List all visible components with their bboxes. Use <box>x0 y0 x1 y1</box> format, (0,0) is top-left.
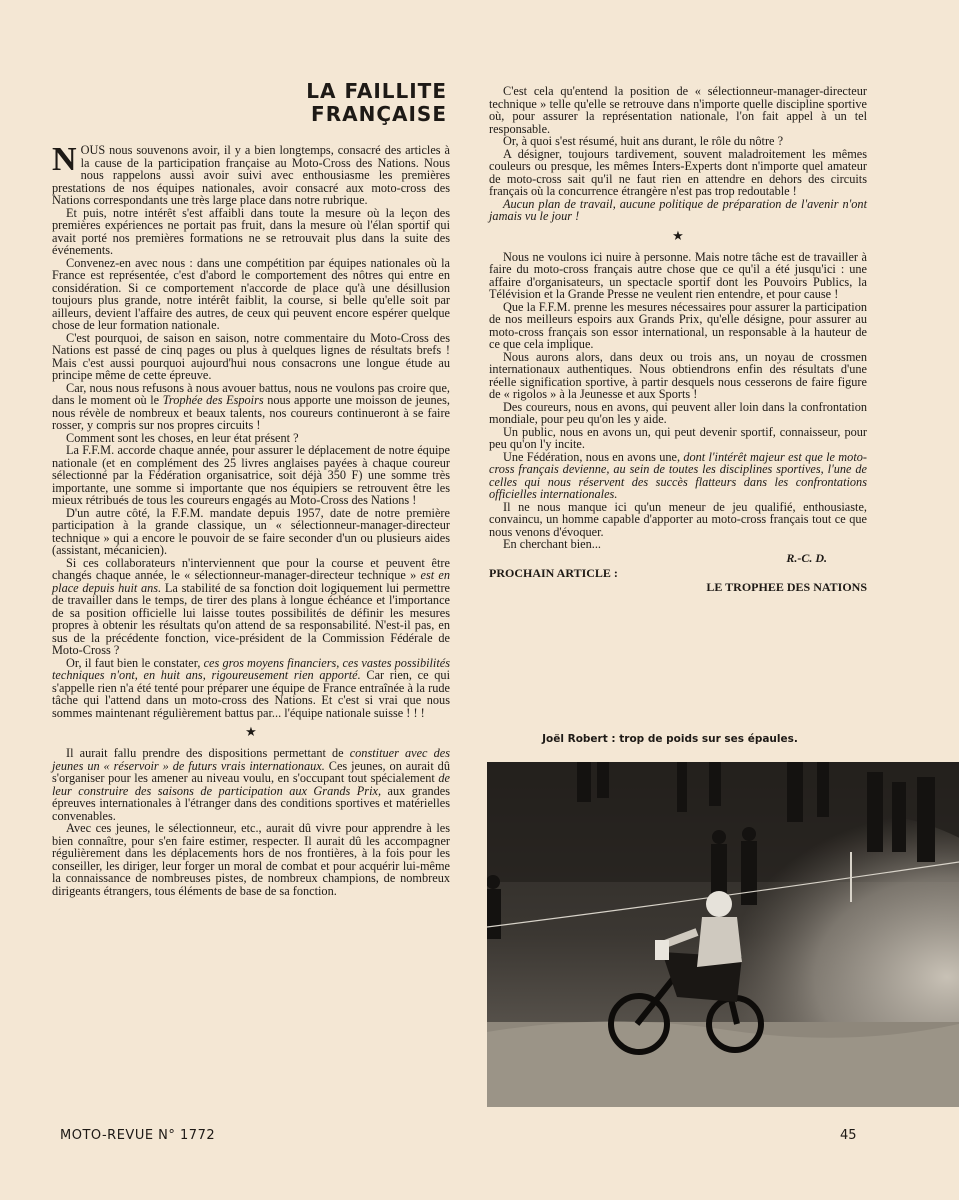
paragraph: Aucun plan de travail, aucune politique de préparation de l'avenir n'ont jamais vu le jour ! <box>489 196 867 223</box>
next-article-label: PROCHAIN ARTICLE : <box>489 565 618 580</box>
paragraph: Comment sont les choses, en leur état présent ? <box>66 430 299 445</box>
title-line-1: LA FAILLITE <box>306 79 447 103</box>
magazine-issue: MOTO-REVUE N° 1772 <box>60 1128 216 1143</box>
paragraph: A désigner, toujours tardivement, souvent maladroitement les mêmes couleurs ou presque, les mêmes Inters-Experts dont n'importe quel amateur de moto-cross sait qu'il ne faut rien en attendre en dehors des circuits français où la concurrence étrangère n'est pas trop redoutable ! <box>489 146 867 198</box>
section-star: ★ <box>672 227 684 243</box>
author-signature: R.-C. D. <box>786 550 827 565</box>
paragraph: Il ne nous manque ici qu'un meneur de jeu qualifié, enthousiaste, convaincu, un homme capable d'apporter au moto-cross français tout ce que nous venons d'évoquer. <box>489 499 867 539</box>
section-star: ★ <box>245 724 257 739</box>
paragraph: Et puis, notre intérêt s'est affaibli dans toute la mesure où la leçon des premières expériences ne portait pas fruit, dans la mesure où l'élan sportif qui avait porté nos premières formations ne se retrouvait plus dans la suite des événements. <box>52 205 450 257</box>
paragraph: C'est pourquoi, de saison en saison, notre commentaire du Moto-Cross des Nations est passé de cinq pages ou plus à quelques lignes de résultats brefs ! Mais c'est aussi pourquoi aujourd'hui nous consacrons une longue étude au principe même de cette épreuve. <box>52 330 450 382</box>
page-number: 45 <box>840 1128 857 1143</box>
paragraph: La F.F.M. accorde chaque année, pour assurer le déplacement de notre équipe nationale (et en complément des 25 livres anglaises payées à chaque coureur sélectionné par la Fédération organisatrice, soit déjà 350 F) une somme très importante, une somme si importante que nos équipiers se retrouvent être les mieux rétribués de tous les coureurs engagés au Moto-Cross des Nations ! <box>52 443 450 507</box>
paragraph: C'est cela qu'entend la position de « sélectionneur-manager-directeur technique » telle qu'elle se retrouve dans n'importe quelle discipline sportive où, pour assurer la représentation nationale, l'on fait appel à un tel responsable. <box>489 84 867 136</box>
paragraph: Or, à quoi s'est résumé, huit ans durant, le rôle du nôtre ? <box>503 134 784 148</box>
next-article <box>489 566 867 594</box>
paragraph: Un public, nous en avons un, qui peut devenir sportif, connaisseur, pour peu qu'on l'y incite. <box>489 424 867 451</box>
paragraph: D'un autre côté, la F.F.M. mandate depuis 1957, date de notre première participation à la grande classique, un « sélectionneur-manager-directeur technique » qui a encore le pouvoir de se faire seconder d'un ou plusieurs aides (assistant, mécanicien). <box>52 505 450 557</box>
paragraph: En cherchant bien... <box>503 537 601 551</box>
paragraph: Une Fédération, nous en avons une, dont l'intérêt majeur est que le moto-cross français devienne, au sein de toutes les disciplines sportives, l'une de celles qui nous réservent des succès flatteurs dans les confrontations officielles internationales. <box>489 449 867 501</box>
paragraph: NOUS nous souvenons avoir, il y a bien longtemps, consacré des articles à la cause de la participation française au Moto-Cross des Nations. Nous nous rappelons aussi avoir suivi avec enthousiasme les premières prestations de nos équipes nationales, avoir consacré aux moto-cross des Nations correspondants une très large place dans notre rubrique. <box>52 141 450 207</box>
paragraph: Des coureurs, nous en avons, qui peuvent aller loin dans la confrontation mondiale, pour peu qu'on les y aide. <box>489 399 867 426</box>
right-column <box>489 85 867 594</box>
drop-cap: N <box>52 141 77 178</box>
title-line-2: FRANÇAISE <box>311 102 447 126</box>
paragraph: Convenez-en avec nous : dans une compétition par équipes nationales où la France est représentée, c'est d'abord le comportement des nôtres qui entre en considération. Si ce comportement n'accorde de place qu'à une désillusion toujours plus grande, notre intérêt faiblit, la course, si belle qu'elle soit par ailleurs, devient l'affaire des autres, de ceux qui peuvent encore espérer quelque chose de leur formation nationale. <box>52 255 450 332</box>
article-title <box>275 80 447 126</box>
paragraph: Il aurait fallu prendre des dispositions permettant de constituer avec des jeunes un « réservoir » de futurs vrais internationaux. Ces jeunes, on aurait dû s'organiser pour les amener au niveau voulu, en s'occupant tout spécialement de leur construire des saisons de participation aux Grands Prix, aux grandes épreuves internationales à l'étranger dans des conditions sportives et matérielles convenables. <box>52 746 450 823</box>
left-column <box>52 141 451 898</box>
paragraph: Nous aurons alors, dans deux ou trois ans, un noyau de crossmen internationaux authentiques. Nous obtiendrons enfin des résultats d'une réelle signification sportive, à partir desquels nous cesserons de faire figure de « rigolos » à la Jeunesse et aux Sports ! <box>489 349 867 401</box>
photo-illustration <box>487 762 959 1107</box>
motocross-photo <box>487 762 959 1107</box>
paragraph: Que la F.F.M. prenne les mesures nécessaires pour assurer la participation de nos meilleurs espoirs aux Grands Prix, qu'elle désigne, pour assurer au moto-cross français son essor international, un responsable à la hauteur de ce que cela implique. <box>489 299 867 351</box>
paragraph: Nous ne voulons ici nuire à personne. Mais notre tâche est de travailler à faire du moto-cross français autre chose que ce qu'il a été jusqu'ici : une affaire d'organisateurs, un spectacle sportif dont les Pouvoirs Publics, la Télévision et la Grande Presse ne veulent rien entendre, et pour cause ! <box>489 249 867 301</box>
paragraph: Or, il faut bien le constater, ces gros moyens financiers, ces vastes possibilités techniques n'ont, en huit ans, rigoureusement rien apporté. Car rien, ce qui s'appelle rien n'a été tenté pour préparer une équipe de France entraînée à la rude tâche qui l'attend dans un moto-cross des Nations. Et c'est si vrai que nous sommes maintenant régulièrement battus par... l'équipe nationale suisse ! ! ! <box>52 655 450 720</box>
paragraph: Avec ces jeunes, le sélectionneur, etc., aurait dû vivre pour apprendre à les bien connaître, pour s'en faire estimer, respecter. Il aurait dû les accompagner régulièrement dans les déplacements hors de nos frontières, à la fois pour les conseiller, les diriger, leur forger un moral de combat et pour acquérir lui-même la connaissance de nombreuses pistes, de nombreux champions, de nombreux dirigeants étrangers, tous éléments de base de sa fonction. <box>52 821 450 898</box>
paragraph: Car, nous nous refusons à nous avouer battus, nous ne voulons pas croire que, dans le moment où le Trophée des Espoirs nous apporte une moisson de jeunes, nous révèle de nombreux et beaux talents, nos coureurs continueront à se faire rosser, y compris sur nos propres circuits ! <box>52 380 450 432</box>
next-article-title: LE TROPHEE DES NATIONS <box>706 579 867 594</box>
paragraph: Si ces collaborateurs n'interviennent que pour la course et peuvent être changés chaque année, le « sélectionneur-manager-directeur technique » est en place depuis huit ans. La stabilité de sa fonction doit logiquement lui permettre de travailler dans le temps, de tirer des plans à longue échéance et l'importance de sa position officielle lui laisse toutes possibilités de définir les mesures propres à obtenir les résultats qu'on attend de sa responsabilité. N'est-il pas, en sus de la précédente fonction, vice-président de la Commission Fédérale de Moto-Cross ? <box>52 555 451 657</box>
photo-caption: Joël Robert : trop de poids sur ses épaules. <box>542 733 798 745</box>
